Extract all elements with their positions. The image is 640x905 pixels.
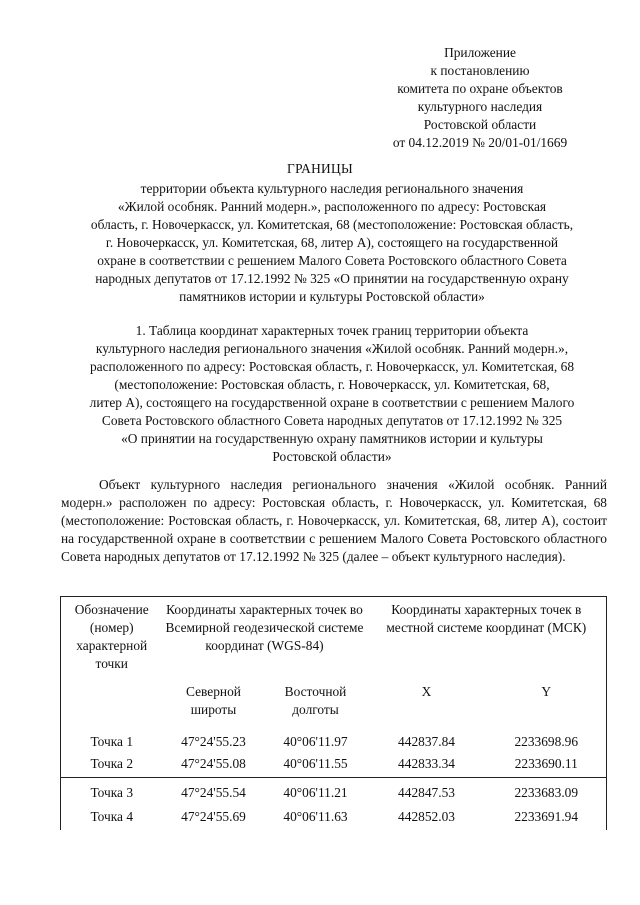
cell-longitude: 40°06'11.97 xyxy=(283,734,348,749)
cell-latitude: 47°24'55.08 xyxy=(181,756,246,771)
table-row xyxy=(61,778,607,805)
title-line: область, г. Новочеркасск, ул. Комитетская, 68 (местоположение: Ростовская область, xyxy=(90,217,574,232)
document-title: ГРАНИЦЫ xyxy=(287,161,353,176)
coordinates-table xyxy=(60,596,606,830)
table-row xyxy=(61,804,607,830)
subheader-x: X xyxy=(421,684,432,699)
cell-y: 2233691.94 xyxy=(487,804,607,830)
section-line: Ростовской области» xyxy=(272,449,392,464)
appendix-line: Ростовской области xyxy=(423,117,537,132)
appendix-block xyxy=(350,44,610,152)
cell-latitude: 47°24'55.69 xyxy=(181,809,246,824)
title-description xyxy=(60,180,604,306)
header-wgs-coordinates: Координаты характерных точек во Всемирной геодезической системе координат (WGS-84) xyxy=(163,597,367,674)
header-msk-coordinates: Координаты характерных точек в местной системе координат (МСК) xyxy=(367,597,607,674)
section-line: культурного наследия регионального значения «Жилой особняк. Ранний модерн.», xyxy=(95,341,569,356)
section-line: 1. Таблица координат характерных точек границ территории объекта xyxy=(135,323,529,338)
section-line: расположенного по адресу: Ростовская область, г. Новочеркасск, ул. Комитетская, 68 xyxy=(89,359,575,374)
appendix-line: культурного наследия xyxy=(417,99,543,114)
cell-x: 442852.03 xyxy=(398,809,455,824)
title-line: территории объекта культурного наследия регионального значения xyxy=(140,181,524,196)
cell-point: Точка 1 xyxy=(61,719,163,751)
table-row xyxy=(61,751,607,778)
cell-point: Точка 4 xyxy=(61,804,163,830)
appendix-line: к постановлению xyxy=(430,63,530,78)
cell-point: Точка 2 xyxy=(61,751,163,778)
cell-longitude: 40°06'11.55 xyxy=(283,756,348,771)
cell-y: 2233698.96 xyxy=(487,719,607,751)
title-line: народных депутатов от 17.12.1992 № 325 «О принятии на государственную охрану xyxy=(95,271,569,286)
section-line: литер А), состоящего на государственной охране в соответствии с решением Малого xyxy=(89,395,575,410)
title-line: памятников истории и культуры Ростовской области» xyxy=(179,289,485,304)
title-line: охране в соответствии с решением Малого Совета Ростовского областного Совета xyxy=(97,253,567,268)
cell-longitude: 40°06'11.21 xyxy=(265,778,367,805)
title-line: «Жилой особняк. Ранний модерн.», расположенного по адресу: Ростовская xyxy=(117,199,547,214)
cell-latitude: 47°24'55.23 xyxy=(181,734,246,749)
appendix-date-line: от 04.12.2019 № 20/01-01/1669 xyxy=(392,135,568,150)
appendix-line: Приложение xyxy=(444,45,516,60)
header-point-designation: Обозначение (номер) характерной точки xyxy=(61,597,163,674)
section-line: «О принятии на государственную охрану памятников истории и культуры xyxy=(121,431,543,446)
cell-y: 2233683.09 xyxy=(487,778,607,805)
cell-point: Точка 3 xyxy=(61,778,163,805)
table-row xyxy=(61,719,607,751)
cell-x: 442837.84 xyxy=(398,734,455,749)
body-paragraph: Объект культурного наследия регионального значения «Жилой особняк. Ранний модерн.» расположен по адресу: Ростовская область, г. Новочеркасск, ул. Комитетская, 68 (местоположение: Ростовская область, г. Новочеркасск, ул. Комитетская, 68, литер А), состоит на государственной охране в соответствии с решением Малого Совета Ростовского областного Совета народных депутатов от 17.12.1992 № 325 (далее – объект культурного наследия). xyxy=(61,477,607,564)
cell-latitude: 47°24'55.54 xyxy=(163,778,265,805)
subheader-y: Y xyxy=(487,673,607,719)
section-heading xyxy=(54,322,610,466)
section-line: (местоположение: Ростовская область, г. Новочеркасск, ул. Комитетская, 68, xyxy=(114,377,550,392)
cell-y: 2233690.11 xyxy=(487,751,607,778)
cell-longitude: 40°06'11.63 xyxy=(283,809,348,824)
section-line: Совета Ростовского областного Совета народных депутатов от 17.12.1992 № 325 xyxy=(101,413,563,428)
header-point-spacer xyxy=(61,673,163,719)
appendix-line: комитета по охране объектов xyxy=(397,81,563,96)
cell-x: 442833.34 xyxy=(398,756,455,771)
subheader-longitude: Восточной долготы xyxy=(284,684,347,717)
cell-x: 442847.53 xyxy=(367,778,487,805)
subheader-latitude: Северной широты xyxy=(186,684,241,717)
title-line: г. Новочеркасск, ул. Комитетская, 68, литер А), состоящего на государственной xyxy=(105,235,559,250)
